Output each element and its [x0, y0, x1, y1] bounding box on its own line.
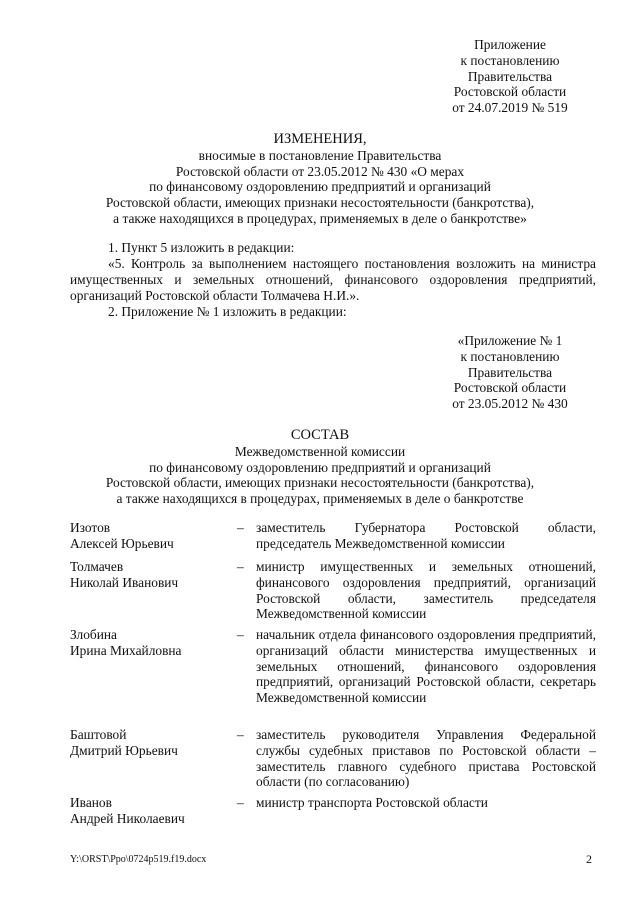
member-given-name: Николай Иванович: [70, 574, 179, 590]
page-number: 2: [586, 852, 592, 866]
composition-subtitle-line: Межведомственной комиссии: [234, 443, 406, 459]
footer-file-path: Y:\ORST\Ppo\0724p519.f19.docx: [70, 854, 207, 865]
attachment-line: Ростовской области: [453, 84, 567, 100]
member-name: [70, 627, 230, 659]
member-role: заместитель Губернатора Ростовской области, председатель Межведомственной комиссии: [256, 520, 596, 551]
appendix-line: к постановлению: [460, 348, 560, 364]
attachment-line: Правительства: [467, 68, 553, 84]
member-name: [70, 727, 230, 759]
appendix-line: от 23.05.2012 № 430: [452, 396, 568, 412]
member-name: [70, 795, 230, 827]
composition-subtitle-line: Ростовской области, имеющих признаки несостоятельности (банкротства),: [105, 475, 535, 491]
attachment-line: к постановлению: [460, 52, 560, 68]
appendix-header: [380, 333, 640, 412]
changes-subtitle-line: вносимые в постановление Правительства: [198, 147, 442, 163]
composition-subtitle-line: по финансовому оздоровлению предприятий и организаций: [149, 459, 491, 475]
appendix-line: Ростовской области: [453, 380, 567, 396]
changes-subtitle-line: Ростовской области, имеющих признаки несостоятельности (банкротства),: [105, 195, 535, 211]
member-dash: –: [237, 795, 244, 810]
changes-heading: [40, 132, 600, 227]
member-name: [70, 520, 230, 552]
member-role: министр имущественных и земельных отношений, финансового оздоровления предприятий, организаций Ростовской области, заместитель председателя Межведомственной комиссии: [256, 559, 596, 622]
member-role: министр транспорта Ростовской области: [256, 795, 488, 810]
attachment-line: от 24.07.2019 № 519: [452, 100, 568, 116]
member-dash: –: [237, 727, 244, 742]
member-dash: –: [237, 559, 244, 574]
member-surname: Злобина: [70, 627, 117, 642]
member-role: начальник отдела финансового оздоровления предприятий, организаций области министерства имущественных и земельных отношений, финансового оздоровления предприятий, организаций Ростовской области, секретарь Межведомственной комиссии: [256, 627, 596, 706]
member-surname: Иванов: [70, 795, 112, 810]
appendix-line: Правительства: [467, 364, 553, 380]
member-role: заместитель руководителя Управления Федеральной службы судебных приставов по Ростовской области – заместитель главного судебного пристава Ростовской области (по согласованию): [256, 727, 596, 790]
member-surname: Баштовой: [70, 727, 127, 742]
member-name: [70, 559, 230, 591]
item-1-text: «5. Контроль за выполнением настоящего постановления возложить на министра имущественных и земельных отношений, финансового оздоровления предприятий, организаций Ростовской области Толмачева Н.И.».: [70, 256, 596, 303]
member-given-name: Ирина Михайловна: [70, 642, 182, 658]
member-surname: Толмачев: [70, 559, 124, 574]
member-surname: Изотов: [70, 520, 111, 535]
item-1-title: 1. Пункт 5 изложить в редакции:: [108, 240, 295, 255]
composition-subtitle-line: а также находящихся в процедурах, применяемых в деле о банкротстве: [116, 491, 524, 507]
changes-subtitle-line: а также находящихся в процедурах, применяемых в деле о банкротстве»: [113, 210, 527, 226]
member-given-name: Дмитрий Юрьевич: [70, 742, 178, 758]
member-given-name: Андрей Николаевич: [70, 810, 185, 826]
attachment-header: [380, 37, 640, 116]
member-given-name: Алексей Юрьевич: [70, 535, 174, 551]
changes-subtitle-line: по финансовому оздоровлению предприятий и организаций: [149, 179, 491, 195]
changes-subtitle-line: Ростовской области от 23.05.2012 № 430 «О мерах: [175, 163, 465, 179]
appendix-line: «Приложение № 1: [457, 333, 563, 348]
item-2-title: 2. Приложение № 1 изложить в редакции:: [108, 304, 347, 319]
composition-title: СОСТАВ: [290, 427, 350, 443]
composition-heading: [40, 428, 600, 507]
member-dash: –: [237, 627, 244, 642]
member-dash: –: [237, 520, 244, 535]
attachment-line: Приложение: [474, 37, 546, 52]
changes-title: ИЗМЕНЕНИЯ,: [273, 131, 367, 147]
